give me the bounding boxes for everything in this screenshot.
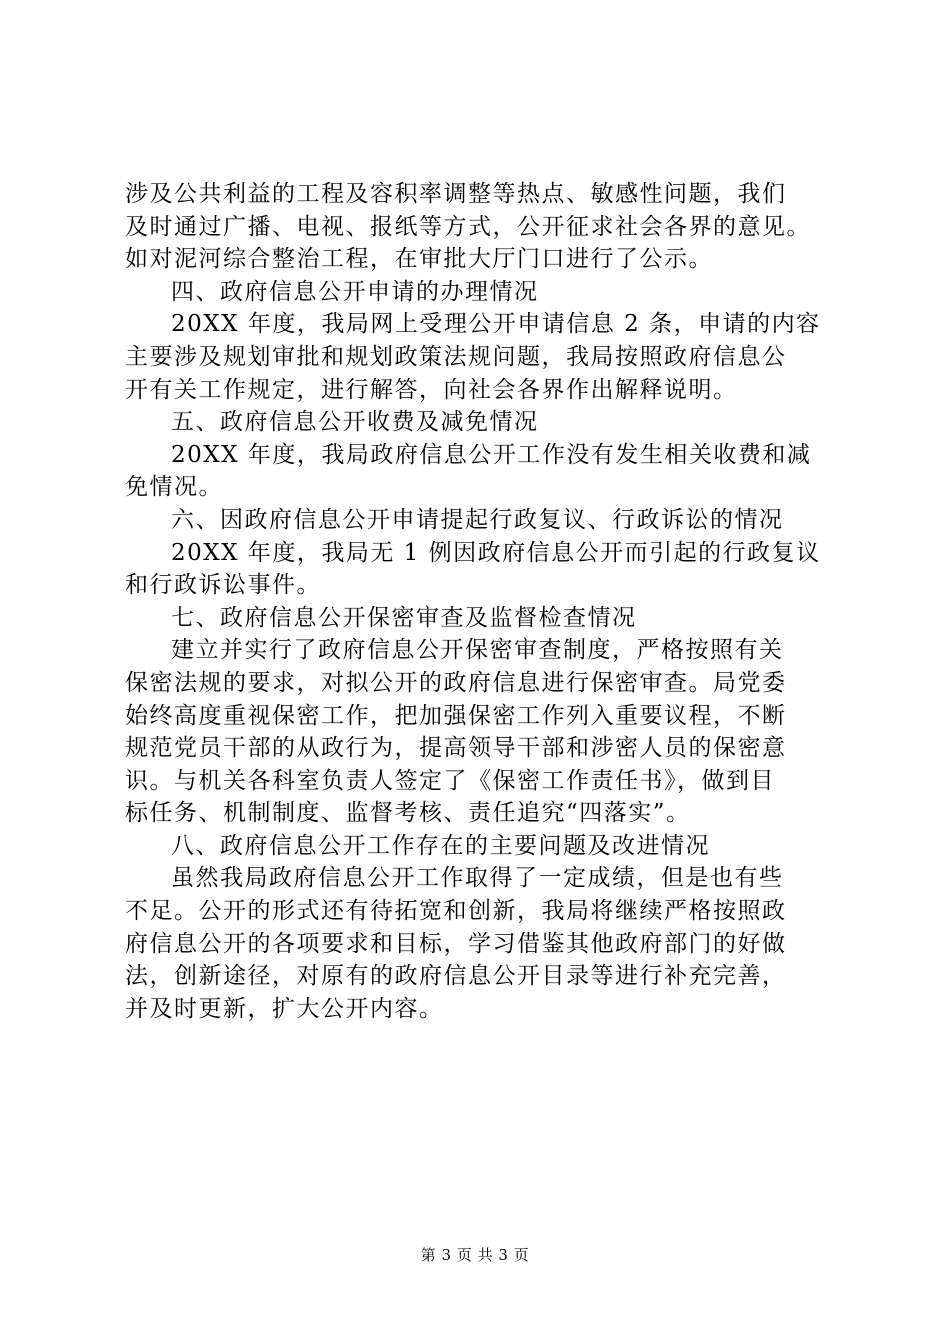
text-line: 并及时更新，扩大公开内容。	[125, 995, 444, 1022]
text-line: 20XX 年度，我局政府信息公开工作没有发生相关收费和减	[171, 441, 812, 468]
text-line: 20XX 年度，我局网上受理公开申请信息 2 条，申请的内容	[171, 311, 821, 338]
text-line: 府信息公开的各项要求和目标，学习借鉴其他政府部门的好做	[125, 930, 787, 957]
document-body	[125, 178, 837, 1025]
section-heading: 六、因政府信息公开申请提起行政复议、行政诉讼的情况	[171, 506, 784, 533]
text-line: 开有关工作规定，进行解答，向社会各界作出解释说明。	[125, 376, 738, 403]
section-heading: 四、政府信息公开申请的办理情况	[171, 278, 539, 305]
page-footer: 第 3 页 共 3 页	[420, 1246, 530, 1264]
section-heading: 五、政府信息公开收费及减免情况	[171, 409, 539, 436]
text-line: 不足。公开的形式还有待拓宽和创新，我局将继续严格按照政	[125, 898, 787, 925]
text-line: 主要涉及规划审批和规划政策法规问题，我局按照政府信息公	[125, 343, 787, 370]
text-line: 涉及公共利益的工程及容积率调整等热点、敏感性问题，我们	[125, 181, 787, 207]
text-line: 免情况。	[125, 474, 223, 501]
text-line: 虽然我局政府信息公开工作取得了一定成绩，但是也有些	[171, 865, 784, 892]
text-line: 识。与机关各科室负责人签定了《保密工作责任书》，做到目	[125, 767, 775, 794]
text-line: 标任务、机制制度、监督考核、责任追究“四落实”。	[125, 800, 691, 827]
section-heading: 七、政府信息公开保密审查及监督检查情况	[171, 604, 637, 631]
text-line: 20XX 年度，我局无 1 例因政府信息公开而引起的行政复议	[171, 539, 821, 566]
text-line: 始终高度重视保密工作，把加强保密工作列入重要议程，不断	[125, 702, 787, 729]
text-line: 及时通过广播、电视、报纸等方式，公开征求社会各界的意见。	[125, 213, 811, 240]
text-line: 保密法规的要求，对拟公开的政府信息进行保密审查。局党委	[125, 669, 787, 696]
text-line: 规范党员干部的从政行为，提高领导干部和涉密人员的保密意	[125, 735, 787, 762]
text-line: 建立并实行了政府信息公开保密审查制度，严格按照有关	[171, 637, 784, 664]
text-line: 法，创新途径，对原有的政府信息公开目录等进行补充完善，	[125, 963, 787, 990]
text-line: 如对泥河综合整治工程，在审批大厅门口进行了公示。	[125, 246, 713, 273]
text-line: 和行政诉讼事件。	[125, 572, 321, 599]
section-heading: 八、政府信息公开工作存在的主要问题及改进情况	[171, 832, 710, 859]
